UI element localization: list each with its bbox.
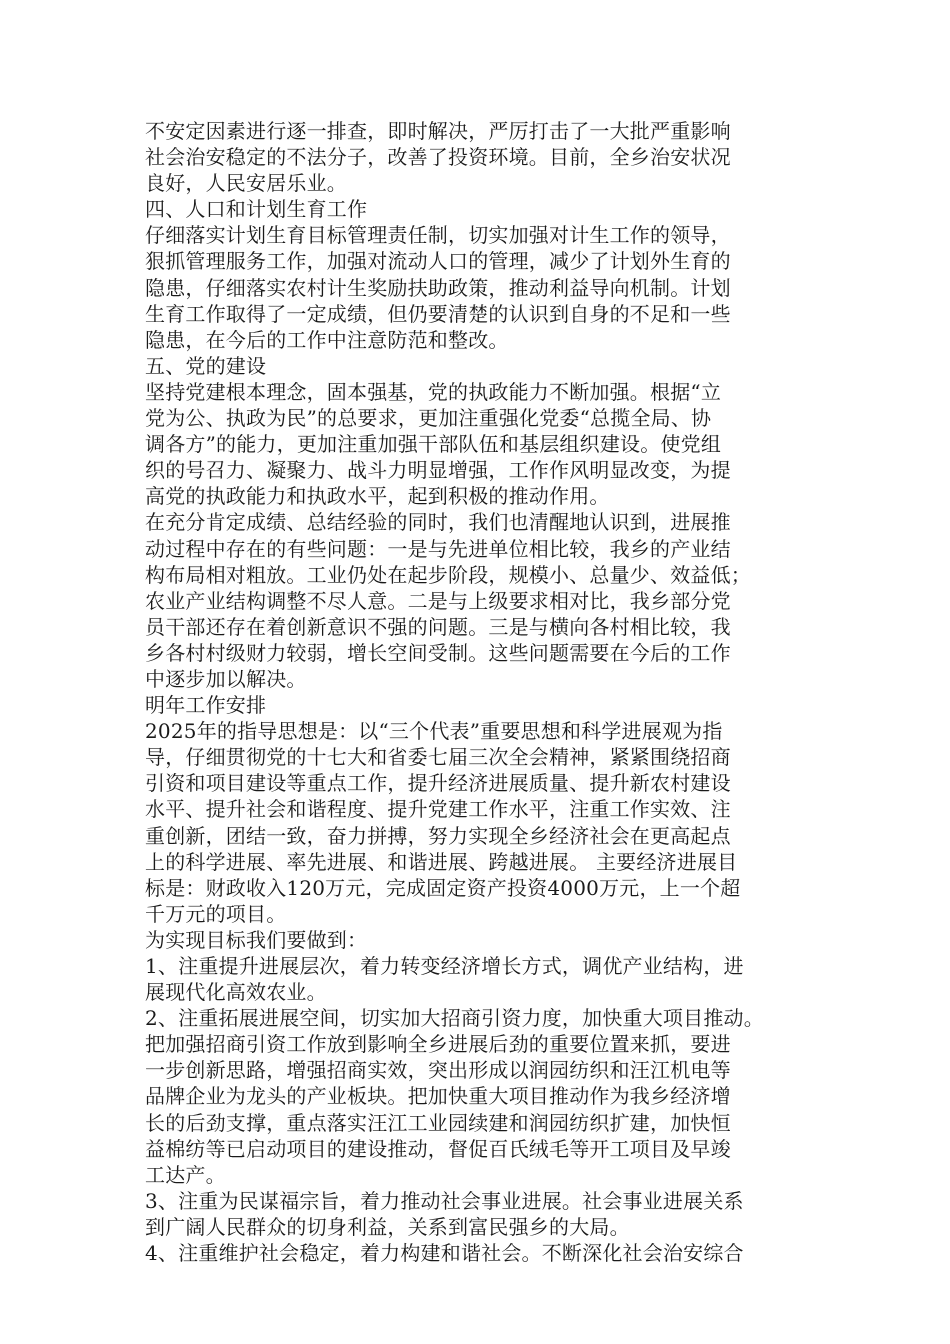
text-line: 把加强招商引资工作放到影响全乡进展后劲的重要位置来抓，要进 [145,1032,731,1057]
text-line: 2025年的指导思想是：以“三个代表”重要思想和科学进展观为指 [145,719,723,744]
text-line: 一步创新思路，增强招商实效，突出形成以润园纺织和汪江机电等 [145,1058,731,1083]
text-line: 千万元的项目。 [145,901,287,926]
text-line: 仔细落实计划生育目标管理责任制，切实加强对计生工作的领导， [145,223,731,248]
text-line: 隐患，在今后的工作中注意防范和整改。 [145,327,509,352]
text-line: 动过程中存在的有些问题：一是与先进单位相比较，我乡的产业结 [145,536,731,561]
text-line: 水平、提升社会和谐程度、提升党建工作水平，注重工作实效、注 [145,797,731,822]
text-line: 为实现目标我们要做到： [145,927,368,952]
document-body [145,118,810,1266]
text-line: 社会治安稳定的不法分子，改善了投资环境。目前，全乡治安状况 [145,145,731,170]
text-line: 构布局相对粗放。工业仍处在起步阶段，规模小、总量少、效益低； [145,562,751,587]
text-line: 在充分肯定成绩、总结经验的同时，我们也清醒地认识到，进展推 [145,510,731,535]
text-line: 坚持党建根本理念，固本强基，党的执政能力不断加强。根据“立 [145,379,722,404]
text-line: 隐患，仔细落实农村计生奖励扶助政策，推动利益导向机制。计划 [145,275,731,300]
text-line: 不安定因素进行逐一排查，即时解决，严厉打击了一大批严重影响 [145,119,731,143]
text-line: 乡各村村级财力较弱，增长空间受制。这些问题需要在今后的工作 [145,640,731,665]
text-line: 益棉纺等已启动项目的建设推动，督促百氏绒毛等开工项目及早竣 [145,1136,731,1161]
text-line: 狠抓管理服务工作，加强对流动人口的管理，减少了计划外生育的 [145,249,731,274]
text-line: 引资和项目建设等重点工作，提升经济进展质量、提升新农村建设 [145,771,731,796]
section-heading: 五、党的建设 [145,353,267,378]
text-line: 4、注重维护社会稳定，着力构建和谐社会。不断深化社会治安综合 [145,1241,744,1266]
text-line: 到广阔人民群众的切身利益，关系到富民强乡的大局。 [145,1214,630,1239]
text-line: 重创新，团结一致，奋力拼搏，努力实现全乡经济社会在更高起点 [145,823,731,848]
text-line: 标是：财政收入120万元，完成固定资产投资4000万元，上一个超 [145,875,741,900]
text-line: 员干部还存在着创新意识不强的问题。三是与横向各村相比较，我 [145,614,731,639]
text-line: 展现代化高效农业。 [145,980,327,1005]
text-line: 高党的执政能力和执政水平，起到积极的推动作用。 [145,484,610,509]
text-line: 织的号召力、凝聚力、战斗力明显增强，工作作风明显改变，为提 [145,458,731,483]
text-line: 农业产业结构调整不尽人意。二是与上级要求相对比，我乡部分党 [145,588,731,613]
text-line: 良好，人民安居乐业。 [145,171,347,196]
section-heading: 明年工作安排 [145,693,267,718]
text-line: 2、注重拓展进展空间，切实加大招商引资力度，加快重大项目推动。 [145,1006,764,1031]
section-heading: 四、人口和计划生育工作 [145,197,368,222]
text-line: 长的后劲支撑，重点落实汪江工业园续建和润园纺织扩建，加快恒 [145,1110,731,1135]
text-line: 党为公、执政为民”的总要求，更加注重强化党委“总揽全局、协 [145,406,712,431]
text-line: 工达产。 [145,1162,226,1187]
text-line: 导，仔细贯彻党的十七大和省委七届三次全会精神，紧紧围绕招商 [145,745,731,770]
text-line: 上的科学进展、率先进展、和谐进展、跨越进展。 主要经济进展目 [145,849,738,874]
text-line: 1、注重提升进展层次，着力转变经济增长方式，调优产业结构，进 [145,954,744,978]
text-line: 3、注重为民谋福宗旨，着力推动社会事业进展。社会事业进展关系 [145,1188,744,1213]
text-line: 品牌企业为龙头的产业板块。把加快重大项目推动作为我乡经济增 [145,1084,731,1109]
text-line: 中逐步加以解决。 [145,666,307,691]
text-line: 调各方”的能力，更加注重加强干部队伍和基层组织建设。使党组 [145,432,722,457]
text-line: 生育工作取得了一定成绩，但仍要清楚的认识到自身的不足和一些 [145,301,731,326]
